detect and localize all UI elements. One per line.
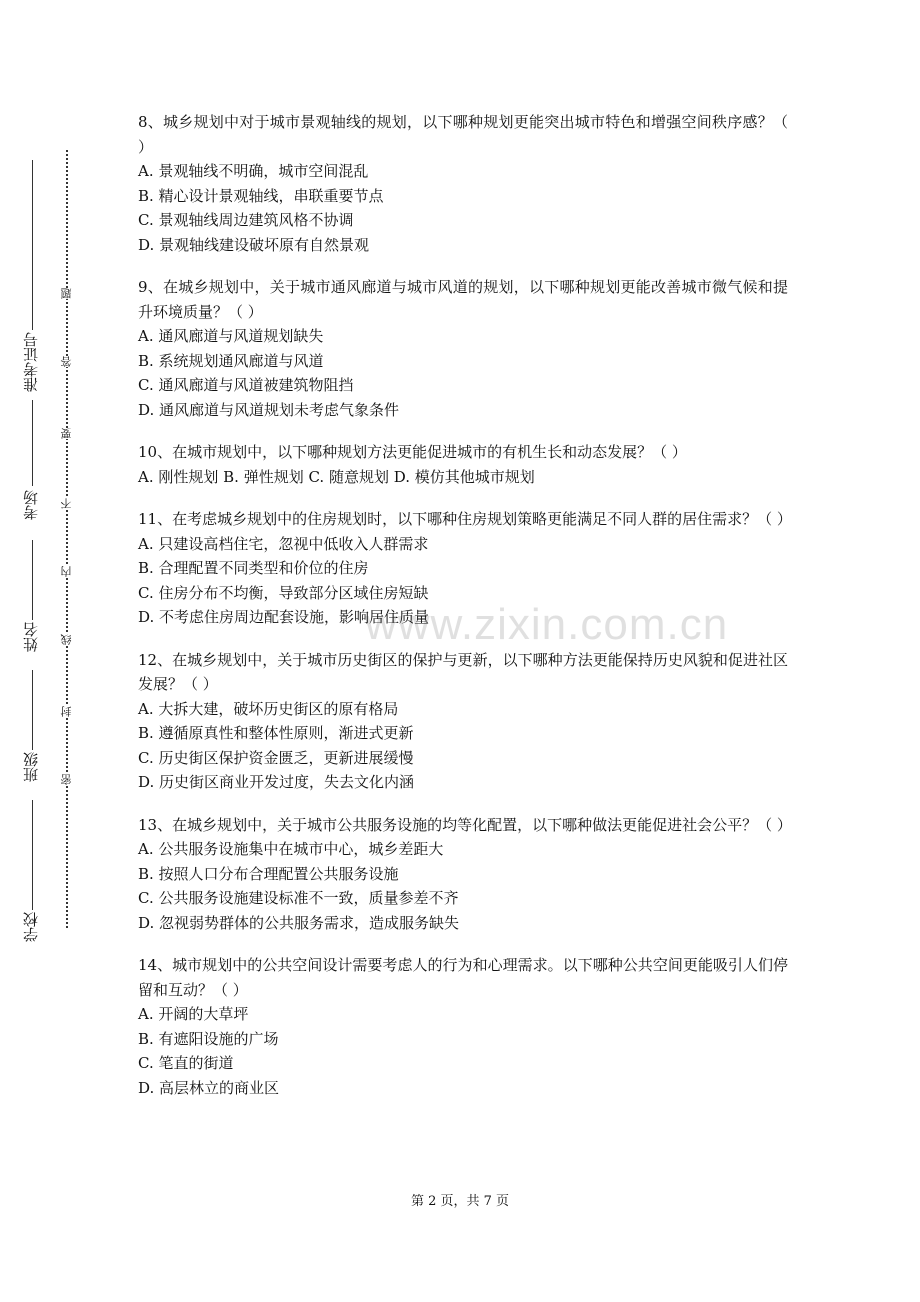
option-b: B. 精心设计景观轴线，串联重要节点 — [138, 186, 384, 205]
seal-char: 要 — [60, 428, 73, 439]
option-b: B. 按照人口分布合理配置公共服务设施 — [138, 864, 399, 883]
option-d: D. 忽视弱势群体的公共服务需求，造成服务缺失 — [138, 913, 460, 932]
option-c: C. 笔直的街道 — [138, 1054, 234, 1072]
seal-char: 封 — [60, 706, 73, 717]
field-label-exam-id: 准考证号 — [22, 332, 40, 392]
question-stem: 9、在城乡规划中，关于城市通风廊道与城市风道的规划，以下哪种规划更能改善城市微气候和提升环境质量？（ ） — [138, 278, 788, 321]
question-list — [138, 110, 792, 1118]
option-b: B. 系统规划通风廊道与风道 — [138, 351, 324, 370]
field-line-school — [32, 800, 33, 910]
option-c: C. 公共服务设施建设标准不一致，质量参差不齐 — [138, 889, 459, 907]
option-row: A. 刚性规划 B. 弹性规划 C. 随意规划 D. 模仿其他城市规划 — [138, 467, 535, 486]
seal-char: 不 — [60, 498, 73, 509]
field-label-exam-room: 考场 — [22, 490, 40, 520]
field-label-school: 学校 — [22, 912, 40, 942]
seal-char: 线 — [60, 634, 73, 645]
field-line-name — [32, 540, 33, 620]
seal-char: 题 — [60, 288, 73, 299]
question-stem: 10、在城市规划中，以下哪种规划方法更能促进城市的有机生长和动态发展？（ ） — [138, 443, 687, 461]
question-11 — [138, 507, 792, 630]
option-c: C. 历史街区保护资金匮乏，更新进展缓慢 — [138, 748, 414, 767]
option-c: C. 景观轴线周边建筑风格不协调 — [138, 211, 354, 229]
watermark: www.zixin.com.cn — [365, 600, 729, 649]
field-label-name: 姓名 — [22, 622, 40, 652]
question-stem: 13、在城乡规划中，关于城市公共服务设施的均等化配置，以下哪种做法更能促进社会公平？（ ） — [138, 815, 792, 834]
question-stem: 12、在城乡规划中，关于城市历史街区的保护与更新，以下哪种方法更能保持历史风貌和促进社区发展？（ ） — [138, 650, 788, 693]
option-d: D. 高层林立的商业区 — [138, 1078, 280, 1097]
option-c: C. 通风廊道与风道被建筑物阻挡 — [138, 376, 354, 394]
field-line-exam-id — [32, 160, 33, 330]
question-13 — [138, 813, 792, 936]
option-a: A. 大拆大建，破坏历史街区的原有格局 — [138, 699, 399, 718]
question-10 — [138, 440, 788, 489]
option-a: A. 景观轴线不明确，城市空间混乱 — [138, 162, 369, 180]
option-b: B. 遵循原真性和整体性原则，渐进式更新 — [138, 724, 414, 742]
field-line-class — [32, 670, 33, 750]
question-12 — [138, 648, 788, 795]
question-8 — [138, 110, 788, 257]
question-9 — [138, 275, 788, 422]
option-a: A. 只建设高档住宅，忽视中低收入人群需求 — [138, 534, 429, 553]
binding-margin — [0, 0, 120, 1302]
option-b: B. 有遮阳设施的广场 — [138, 1029, 279, 1048]
question-14 — [138, 953, 788, 1100]
question-stem: 8、城乡规划中对于城市景观轴线的规划，以下哪种规划更能突出城市特色和增强空间秩序感？（ ） — [138, 113, 788, 156]
seal-char: 答 — [60, 356, 73, 367]
option-d: D. 不考虑住房周边配套设施，影响居住质量 — [138, 608, 430, 626]
seal-char: 内 — [60, 566, 73, 577]
option-c: C. 住房分布不均衡，导致部分区域住房短缺 — [138, 583, 429, 602]
option-d: D. 景观轴线建设破坏原有自然景观 — [138, 235, 370, 254]
field-line-exam-room — [32, 400, 33, 486]
field-label-class: 班级 — [22, 752, 40, 782]
option-d: D. 历史街区商业开发过度，失去文化内涵 — [138, 773, 415, 791]
option-a: A. 开阔的大草坪 — [138, 1005, 249, 1023]
option-a: A. 公共服务设施集中在城市中心，城乡差距大 — [138, 840, 444, 858]
page-number: 第 2 页，共 7 页 — [410, 1194, 510, 1209]
option-b: B. 合理配置不同类型和价位的住房 — [138, 559, 369, 577]
option-a: A. 通风廊道与风道规划缺失 — [138, 327, 324, 345]
option-d: D. 通风廊道与风道规划未考虑气象条件 — [138, 400, 400, 419]
seal-char: 密 — [60, 774, 73, 785]
question-stem: 11、在考虑城乡规划中的住房规划时，以下哪种住房规划策略更能满足不同人群的居住需求？（ ） — [138, 510, 792, 528]
question-stem: 14、城市规划中的公共空间设计需要考虑人的行为和心理需求。以下哪种公共空间更能吸引人们停留和互动？（ ） — [138, 956, 788, 999]
seal-dotted-line — [66, 150, 68, 928]
